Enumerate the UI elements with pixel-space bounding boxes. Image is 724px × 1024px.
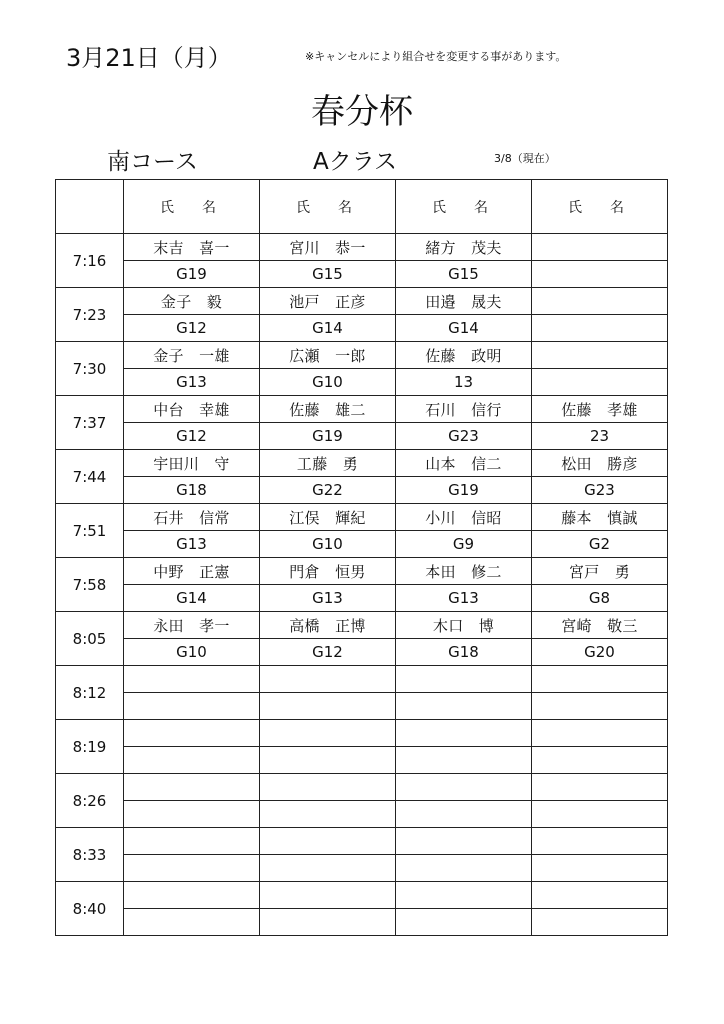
- tee-time-cell: 7:44: [56, 450, 124, 504]
- table-row: [56, 855, 668, 882]
- tee-assignment-cell: [532, 693, 668, 720]
- tee-assignment-cell: [124, 855, 260, 882]
- tee-time-cell: 8:12: [56, 666, 124, 720]
- table-row: [56, 531, 668, 558]
- tee-assignment-cell: G15: [396, 261, 532, 288]
- tee-assignment-cell: [260, 801, 396, 828]
- tee-time-cell: 8:33: [56, 828, 124, 882]
- player-name-cell: 佐藤 政明: [396, 342, 532, 369]
- tee-time-cell: 8:40: [56, 882, 124, 936]
- tee-assignment-cell: G18: [124, 477, 260, 504]
- tee-assignment-cell: [532, 747, 668, 774]
- header-name-cell: 氏 名: [124, 180, 260, 234]
- table-row: [56, 909, 668, 936]
- player-name-cell: [532, 720, 668, 747]
- table-row: [56, 585, 668, 612]
- player-name-cell: [260, 720, 396, 747]
- tee-time-cell: 7:23: [56, 288, 124, 342]
- player-name-cell: 本田 修二: [396, 558, 532, 585]
- player-name-cell: [532, 774, 668, 801]
- tee-assignment-cell: G12: [124, 423, 260, 450]
- cancellation-note: ※キャンセルにより組合せを変更する事があります。: [305, 50, 567, 63]
- tee-assignment-cell: G19: [396, 477, 532, 504]
- header-time-cell: [56, 180, 124, 234]
- player-name-cell: [124, 720, 260, 747]
- tee-assignment-cell: G19: [124, 261, 260, 288]
- tee-assignment-cell: G10: [260, 531, 396, 558]
- table-row: [56, 720, 668, 747]
- tee-assignment-cell: G10: [124, 639, 260, 666]
- table-row: [56, 747, 668, 774]
- player-name-cell: 永田 孝一: [124, 612, 260, 639]
- player-name-cell: 中野 正憲: [124, 558, 260, 585]
- player-name-cell: 木口 博: [396, 612, 532, 639]
- player-name-cell: 藤本 慎誠: [532, 504, 668, 531]
- tee-time-cell: 7:58: [56, 558, 124, 612]
- table-row: [56, 450, 668, 477]
- as-of-date: 3/8（現在）: [494, 152, 556, 165]
- tee-assignment-cell: G23: [532, 477, 668, 504]
- tee-assignment-cell: [532, 369, 668, 396]
- tee-assignment-cell: G9: [396, 531, 532, 558]
- tee-time-cell: 7:37: [56, 396, 124, 450]
- tee-assignment-cell: G13: [260, 585, 396, 612]
- tee-assignment-cell: [532, 261, 668, 288]
- tee-time-cell: 8:05: [56, 612, 124, 666]
- player-name-cell: [396, 720, 532, 747]
- tee-assignment-cell: [532, 909, 668, 936]
- tee-assignment-cell: [260, 855, 396, 882]
- player-name-cell: [260, 828, 396, 855]
- course-label: 南コース: [107, 149, 198, 175]
- table-row: [56, 666, 668, 693]
- page-title: 春分杯: [311, 92, 413, 132]
- player-name-cell: [124, 774, 260, 801]
- tee-assignment-cell: G8: [532, 585, 668, 612]
- tee-assignment-cell: [532, 801, 668, 828]
- table-row: [56, 639, 668, 666]
- table-row: [56, 693, 668, 720]
- tee-assignment-cell: [260, 747, 396, 774]
- tee-time-cell: 7:30: [56, 342, 124, 396]
- tee-assignment-cell: G19: [260, 423, 396, 450]
- player-name-cell: 宮戸 勇: [532, 558, 668, 585]
- player-name-cell: 金子 一雄: [124, 342, 260, 369]
- player-name-cell: 宇田川 守: [124, 450, 260, 477]
- player-name-cell: 石川 信行: [396, 396, 532, 423]
- table-row: [56, 315, 668, 342]
- tee-assignment-cell: G2: [532, 531, 668, 558]
- tee-assignment-cell: G18: [396, 639, 532, 666]
- tee-assignment-cell: G13: [124, 369, 260, 396]
- player-name-cell: [532, 666, 668, 693]
- table-row: [56, 396, 668, 423]
- player-name-cell: 池戸 正彦: [260, 288, 396, 315]
- tee-assignment-cell: [124, 693, 260, 720]
- table-row: [56, 342, 668, 369]
- tee-time-table: [55, 179, 668, 936]
- player-name-cell: 田邉 晟夫: [396, 288, 532, 315]
- tee-assignment-cell: 13: [396, 369, 532, 396]
- player-name-cell: 金子 毅: [124, 288, 260, 315]
- player-name-cell: [396, 828, 532, 855]
- player-name-cell: [396, 774, 532, 801]
- schedule-date: 3月21日（月）: [66, 44, 232, 72]
- tee-assignment-cell: [532, 315, 668, 342]
- tee-assignment-cell: G15: [260, 261, 396, 288]
- tee-assignment-cell: [396, 693, 532, 720]
- tee-assignment-cell: G10: [260, 369, 396, 396]
- tee-assignment-cell: G14: [396, 315, 532, 342]
- tee-assignment-cell: G22: [260, 477, 396, 504]
- player-name-cell: 佐藤 雄二: [260, 396, 396, 423]
- player-name-cell: [260, 666, 396, 693]
- table-row: [56, 774, 668, 801]
- tee-assignment-cell: [124, 909, 260, 936]
- player-name-cell: [532, 342, 668, 369]
- player-name-cell: 石井 信常: [124, 504, 260, 531]
- player-name-cell: [396, 882, 532, 909]
- tee-assignment-cell: G13: [124, 531, 260, 558]
- header-name-cell: 氏 名: [532, 180, 668, 234]
- player-name-cell: [124, 828, 260, 855]
- table-row: [56, 828, 668, 855]
- player-name-cell: [124, 882, 260, 909]
- tee-assignment-cell: G14: [124, 585, 260, 612]
- tee-time-cell: 8:19: [56, 720, 124, 774]
- tee-assignment-cell: [124, 747, 260, 774]
- tee-assignment-cell: G20: [532, 639, 668, 666]
- player-name-cell: 門倉 恒男: [260, 558, 396, 585]
- tee-assignment-cell: G12: [124, 315, 260, 342]
- header-name-cell: 氏 名: [260, 180, 396, 234]
- table-row: [56, 801, 668, 828]
- header-name-cell: 氏 名: [396, 180, 532, 234]
- player-name-cell: [260, 774, 396, 801]
- table-header-row: [56, 180, 668, 234]
- tee-assignment-cell: [532, 855, 668, 882]
- player-name-cell: 宮崎 敬三: [532, 612, 668, 639]
- table-row: [56, 288, 668, 315]
- player-name-cell: [532, 234, 668, 261]
- player-name-cell: 広瀬 一郎: [260, 342, 396, 369]
- player-name-cell: 小川 信昭: [396, 504, 532, 531]
- tee-time-cell: 7:51: [56, 504, 124, 558]
- tee-assignment-cell: G13: [396, 585, 532, 612]
- player-name-cell: 高橋 正博: [260, 612, 396, 639]
- player-name-cell: [532, 828, 668, 855]
- tee-assignment-cell: [396, 747, 532, 774]
- player-name-cell: [532, 882, 668, 909]
- player-name-cell: [532, 288, 668, 315]
- player-name-cell: 中台 幸雄: [124, 396, 260, 423]
- tee-assignment-cell: G23: [396, 423, 532, 450]
- player-name-cell: [260, 882, 396, 909]
- player-name-cell: [396, 666, 532, 693]
- tee-time-slots: [56, 234, 668, 936]
- tee-assignment-cell: [396, 801, 532, 828]
- tee-assignment-cell: [396, 909, 532, 936]
- player-name-cell: 宮川 恭一: [260, 234, 396, 261]
- tee-assignment-cell: [396, 855, 532, 882]
- tee-assignment-cell: G14: [260, 315, 396, 342]
- tee-assignment-cell: [260, 693, 396, 720]
- player-name-cell: 山本 信二: [396, 450, 532, 477]
- table-row: [56, 261, 668, 288]
- tee-time-cell: 8:26: [56, 774, 124, 828]
- table-row: [56, 234, 668, 261]
- table-row: [56, 882, 668, 909]
- player-name-cell: [124, 666, 260, 693]
- table-row: [56, 369, 668, 396]
- player-name-cell: 末吉 喜一: [124, 234, 260, 261]
- player-name-cell: 江俣 輝紀: [260, 504, 396, 531]
- tee-assignment-cell: [124, 801, 260, 828]
- tee-assignment-cell: G12: [260, 639, 396, 666]
- table-row: [56, 558, 668, 585]
- table-row: [56, 477, 668, 504]
- player-name-cell: 工藤 勇: [260, 450, 396, 477]
- tee-assignment-cell: 23: [532, 423, 668, 450]
- tee-time-cell: 7:16: [56, 234, 124, 288]
- table-row: [56, 504, 668, 531]
- table-row: [56, 612, 668, 639]
- table-row: [56, 423, 668, 450]
- tee-assignment-cell: [260, 909, 396, 936]
- player-name-cell: 緒方 茂夫: [396, 234, 532, 261]
- player-name-cell: 松田 勝彦: [532, 450, 668, 477]
- class-label: Aクラス: [313, 149, 398, 175]
- player-name-cell: 佐藤 孝雄: [532, 396, 668, 423]
